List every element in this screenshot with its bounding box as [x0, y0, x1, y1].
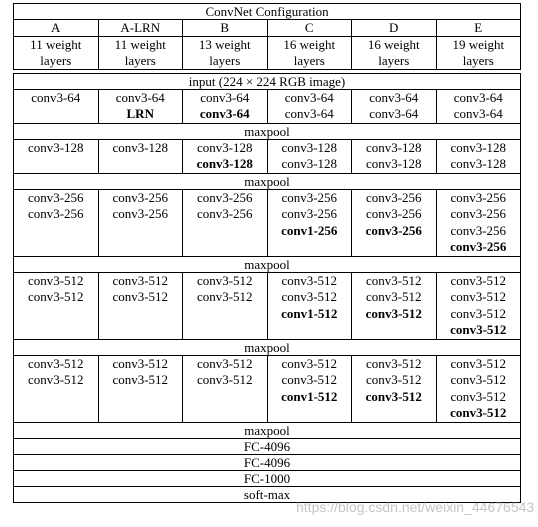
conv-block-cell: [436, 355, 521, 422]
layer-label: conv3-512: [27, 272, 84, 288]
layer-entry: [354, 90, 434, 107]
layer-entry: [270, 223, 350, 240]
conv-block-cell: [14, 272, 99, 339]
layer-entry: [185, 90, 265, 107]
tail-layer-row: [14, 454, 521, 470]
conv-block-cell: [267, 272, 352, 339]
layer-label: conv3-256: [365, 222, 422, 238]
layer-entry: [439, 239, 519, 256]
layer-entry: [101, 273, 181, 290]
conv-block-cell: [352, 139, 437, 173]
conv-block-cell: [98, 272, 183, 339]
layer-label: conv3-512: [27, 355, 84, 371]
layer-label: LRN: [126, 106, 154, 121]
layer-label: conv3-512: [281, 272, 338, 288]
maxpool-layer: maxpool: [14, 339, 521, 355]
layer-entry: [270, 90, 350, 107]
layer-entry: [270, 273, 350, 290]
tail-layer-row: [14, 470, 521, 486]
layer-entry: [354, 206, 434, 223]
table-body: [14, 4, 521, 503]
column-subtitle: [352, 36, 437, 69]
layer-label: conv3-256: [27, 189, 84, 205]
conv-block-cell: [267, 139, 352, 173]
layer-entry: [354, 156, 434, 173]
layer-label: conv3-256: [365, 206, 422, 221]
layer-label: conv3-512: [112, 289, 169, 304]
column-name-b: B: [183, 20, 268, 37]
tail-layer: soft-max: [14, 486, 521, 502]
layer-entry: [16, 289, 96, 306]
layer-label: conv3-128: [450, 156, 507, 171]
layer-entry: [16, 190, 96, 207]
layer-entry: [270, 106, 350, 123]
layer-entry: [270, 190, 350, 207]
conv-block-cell: [14, 89, 99, 123]
layer-label: conv3-512: [365, 355, 422, 371]
layer-label: conv3-64: [369, 89, 419, 105]
layer-entry: [16, 356, 96, 373]
layer-entry: [185, 356, 265, 373]
layer-entry: [101, 289, 181, 306]
layer-entry: [101, 90, 181, 107]
layer-label: conv3-64: [31, 89, 81, 105]
layer-entry: [439, 289, 519, 306]
conv-block-row: [14, 272, 521, 339]
conv-block-cell: [183, 89, 268, 123]
layer-label: conv3-512: [450, 272, 507, 288]
layer-entry: [439, 156, 519, 173]
conv-block-cell: [14, 355, 99, 422]
layer-label: conv3-512: [281, 355, 338, 371]
column-subtitle: [98, 36, 183, 69]
layer-label: conv3-256: [27, 206, 84, 221]
layer-label: conv3-128: [196, 156, 253, 171]
maxpool-layer-row: [14, 173, 521, 189]
layer-label: conv3-64: [200, 89, 250, 105]
maxpool-layer-row: [14, 339, 521, 355]
column-name-a-lrn: A-LRN: [98, 20, 183, 37]
layer-label: conv3-64: [284, 89, 334, 105]
layer-label: conv3-256: [196, 206, 253, 221]
layer-entry: [185, 190, 265, 207]
conv-block-cell: [183, 189, 268, 256]
tail-layer-row: [14, 486, 521, 502]
subtitle-line: layers: [40, 52, 72, 68]
layer-entry: [185, 140, 265, 157]
watermark-text: https://blog.csdn.net/weixin_44676543: [296, 499, 535, 515]
conv-block-cell: [352, 89, 437, 123]
layer-entry: [439, 322, 519, 339]
layer-label: conv3-64: [115, 89, 165, 105]
layer-label: conv3-64: [284, 106, 334, 121]
layer-entry: [354, 289, 434, 306]
layer-label: conv3-512: [365, 305, 422, 321]
conv-block-cell: [14, 189, 99, 256]
conv-block-row: [14, 189, 521, 256]
subtitle-line: layers: [378, 52, 410, 68]
layer-label: conv3-256: [450, 239, 507, 254]
layer-label: conv1-512: [281, 388, 338, 404]
subtitle-line: layers: [293, 52, 325, 68]
conv-block-cell: [14, 139, 99, 173]
layer-label: conv3-512: [450, 305, 507, 321]
subtitle-line: layers: [124, 52, 156, 68]
conv-block-cell: [267, 89, 352, 123]
layer-entry: [354, 140, 434, 157]
layer-entry: [185, 206, 265, 223]
subtitle-line: 16 weight: [367, 36, 420, 52]
layer-entry: [101, 372, 181, 389]
subtitle-line: 11 weight: [114, 36, 166, 52]
layer-label: conv3-128: [281, 156, 338, 171]
layer-label: conv3-512: [281, 289, 338, 304]
layer-label: conv3-512: [450, 405, 507, 420]
layer-label: conv3-256: [450, 206, 507, 221]
layer-label: conv3-512: [196, 272, 253, 288]
layer-entry: [270, 206, 350, 223]
column-subtitle: [14, 36, 99, 69]
layer-entry: [270, 306, 350, 323]
conv-block-cell: [98, 189, 183, 256]
layer-entry: [439, 223, 519, 240]
layer-label: conv3-512: [27, 372, 84, 387]
layer-label: conv3-256: [281, 189, 338, 205]
layer-entry: [185, 106, 265, 123]
layer-entry: [354, 389, 434, 406]
layer-entry: [101, 190, 181, 207]
layer-entry: [439, 389, 519, 406]
conv-block-row: [14, 139, 521, 173]
conv-block-cell: [352, 189, 437, 256]
maxpool-layer: maxpool: [14, 256, 521, 272]
layer-entry: [101, 356, 181, 373]
subtitle-line: 19 weight: [452, 36, 505, 52]
convnet-configuration-table: [13, 3, 521, 503]
conv-block-cell: [267, 189, 352, 256]
conv-block-cell: [352, 272, 437, 339]
layer-entry: [101, 106, 181, 123]
layer-entry: [270, 356, 350, 373]
layer-entry: [16, 206, 96, 223]
tail-layer: FC-4096: [14, 438, 521, 454]
conv-block-row: [14, 89, 521, 123]
layer-entry: [439, 372, 519, 389]
subtitle-line: 11 weight: [30, 36, 82, 52]
layer-label: conv3-512: [450, 372, 507, 387]
layer-label: conv3-256: [450, 222, 507, 238]
layer-label: conv3-128: [196, 139, 253, 155]
subtitle-line: layers: [462, 52, 494, 68]
column-name-e: E: [436, 20, 521, 37]
layer-entry: [101, 206, 181, 223]
layer-label: conv3-512: [196, 289, 253, 304]
maxpool-layer-row: [14, 422, 521, 438]
layer-entry: [270, 289, 350, 306]
layer-label: conv3-128: [27, 139, 84, 155]
layer-label: conv3-512: [450, 322, 507, 337]
layer-label: conv3-512: [112, 355, 169, 371]
layer-entry: [439, 190, 519, 207]
subtitle-line: 16 weight: [283, 36, 336, 52]
layer-label: conv3-128: [450, 139, 507, 155]
maxpool-layer: maxpool: [14, 123, 521, 139]
column-subtitle: [436, 36, 521, 69]
layer-entry: [354, 223, 434, 240]
layer-entry: [354, 106, 434, 123]
layer-entry: [16, 140, 96, 157]
column-name-row: [14, 20, 521, 37]
column-subtitle: [183, 36, 268, 69]
layer-label: conv3-512: [281, 372, 338, 387]
layer-label: conv3-256: [112, 189, 169, 205]
layer-entry: [185, 289, 265, 306]
layer-label: conv3-512: [196, 372, 253, 387]
layer-entry: [270, 156, 350, 173]
title-row: [14, 4, 521, 20]
layer-entry: [354, 190, 434, 207]
conv-block-cell: [98, 139, 183, 173]
layer-entry: [354, 306, 434, 323]
layer-entry: [185, 156, 265, 173]
layer-entry: [354, 372, 434, 389]
layer-entry: [439, 90, 519, 107]
layer-entry: [439, 206, 519, 223]
layer-label: conv3-64: [453, 89, 503, 105]
layer-label: conv3-512: [365, 272, 422, 288]
layer-label: conv3-512: [450, 355, 507, 371]
layer-entry: [439, 405, 519, 422]
conv-block-cell: [436, 139, 521, 173]
layer-entry: [270, 389, 350, 406]
layer-entry: [185, 372, 265, 389]
input-layer-label: input (224 × 224 RGB image): [14, 73, 521, 89]
layer-label: conv3-256: [365, 189, 422, 205]
conv-block-cell: [436, 272, 521, 339]
tail-layer: FC-1000: [14, 470, 521, 486]
column-name-c: C: [267, 20, 352, 37]
conv-block-cell: [267, 355, 352, 422]
layer-entry: [185, 273, 265, 290]
maxpool-layer: maxpool: [14, 422, 521, 438]
conv-block-cell: [183, 355, 268, 422]
layer-label: conv3-512: [27, 289, 84, 304]
layer-label: conv3-256: [112, 206, 169, 221]
layer-entry: [439, 306, 519, 323]
layer-entry: [16, 90, 96, 107]
column-name-d: D: [352, 20, 437, 37]
layer-entry: [354, 356, 434, 373]
layer-entry: [439, 106, 519, 123]
maxpool-layer-row: [14, 256, 521, 272]
layer-label: conv3-128: [365, 156, 422, 171]
layer-entry: [101, 140, 181, 157]
layer-entry: [270, 372, 350, 389]
subtitle-line: layers: [209, 52, 241, 68]
tail-layer-row: [14, 438, 521, 454]
layer-label: conv3-128: [112, 139, 169, 155]
layer-label: conv3-128: [281, 139, 338, 155]
layer-entry: [270, 140, 350, 157]
layer-label: conv3-64: [199, 106, 250, 121]
column-subtitle-row: [14, 36, 521, 69]
layer-entry: [16, 273, 96, 290]
maxpool-layer: maxpool: [14, 173, 521, 189]
layer-label: conv3-256: [196, 189, 253, 205]
layer-label: conv3-64: [453, 106, 503, 121]
column-name-a: A: [14, 20, 99, 37]
layer-label: conv3-512: [365, 388, 422, 404]
maxpool-layer-row: [14, 123, 521, 139]
layer-label: conv3-512: [112, 372, 169, 387]
layer-entry: [439, 356, 519, 373]
tail-layer: FC-4096: [14, 454, 521, 470]
layer-label: conv3-256: [450, 189, 507, 205]
conv-block-cell: [436, 89, 521, 123]
layer-label: conv3-512: [450, 289, 507, 304]
conv-block-cell: [98, 89, 183, 123]
layer-entry: [354, 273, 434, 290]
layer-label: conv1-256: [281, 222, 338, 238]
conv-block-cell: [98, 355, 183, 422]
conv-block-row: [14, 355, 521, 422]
input-layer-label-row: [14, 73, 521, 89]
conv-block-cell: [352, 355, 437, 422]
layer-label: conv3-128: [365, 139, 422, 155]
table-title: ConvNet Configuration: [14, 4, 521, 20]
column-subtitle: [267, 36, 352, 69]
layer-label: conv3-512: [450, 388, 507, 404]
layer-label: conv3-64: [369, 106, 419, 121]
layer-entry: [439, 140, 519, 157]
conv-block-cell: [183, 139, 268, 173]
layer-entry: [439, 273, 519, 290]
layer-entry: [16, 372, 96, 389]
layer-label: conv3-512: [365, 289, 422, 304]
conv-block-cell: [183, 272, 268, 339]
layer-label: conv3-512: [112, 272, 169, 288]
subtitle-line: 13 weight: [198, 36, 251, 52]
layer-label: conv1-512: [281, 305, 338, 321]
conv-block-cell: [436, 189, 521, 256]
layer-label: conv3-256: [281, 206, 338, 221]
layer-label: conv3-512: [365, 372, 422, 387]
layer-label: conv3-512: [196, 355, 253, 371]
